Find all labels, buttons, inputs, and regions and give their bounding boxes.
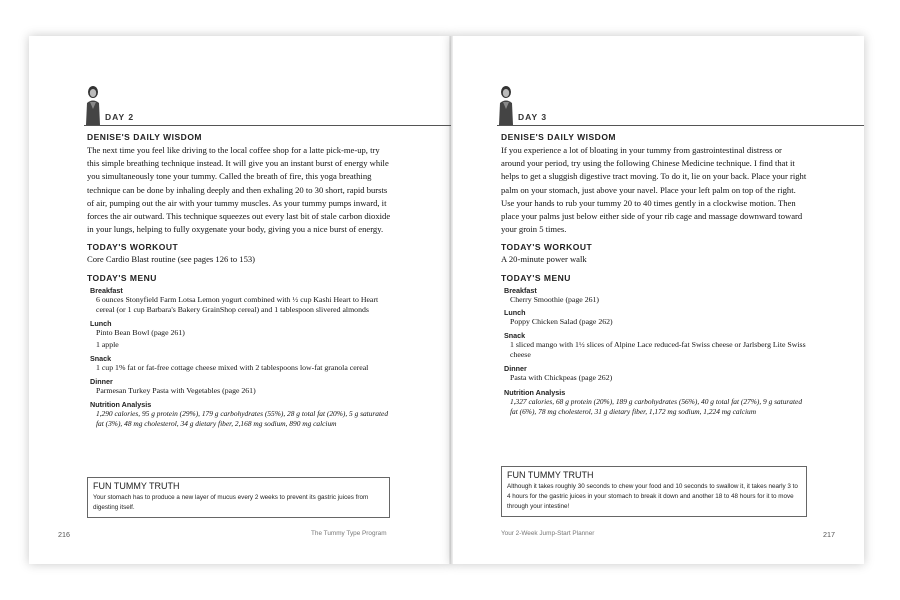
truth-text: Your stomach has to produce a new layer of mucus every 2 weeks to prevent its gastric juices from digesting itself.	[93, 494, 369, 511]
fun-tummy-truth-box	[501, 466, 807, 517]
page-number: 216	[58, 530, 70, 539]
day-3-header	[497, 80, 864, 126]
header-rule	[497, 125, 864, 126]
nutrition-label: Nutrition Analysis	[504, 387, 566, 397]
nutrition-label: Nutrition Analysis	[90, 400, 152, 410]
header-rule	[84, 125, 451, 126]
page-number: 217	[823, 530, 835, 539]
day-label: DAY 3	[518, 112, 548, 122]
breakfast-text: Cherry Smoothie (page 261)	[510, 294, 599, 304]
snack-text: 1 sliced mango with 1½ slices of Alpine Lace reduced-fat Swiss cheese or Jarlsberg Lite Swiss cheese	[510, 339, 806, 360]
right-content	[501, 132, 807, 417]
day-2-header	[84, 80, 451, 126]
dinner-text: Parmesan Turkey Pasta with Vegetables (page 261)	[96, 385, 256, 395]
truth-title: FUN TUMMY TRUTH	[507, 470, 594, 480]
snack-text: 1 cup 1% fat or fat-free cottage cheese mixed with 2 tablespoons low-fat granola cereal	[96, 363, 369, 372]
wisdom-heading: DENISE'S DAILY WISDOM	[87, 132, 203, 142]
running-title: Your 2-Week Jump-Start Planner	[501, 530, 595, 537]
breakfast-label: Breakfast	[90, 285, 123, 295]
wisdom-heading: DENISE'S DAILY WISDOM	[501, 132, 617, 142]
dinner-label: Dinner	[90, 376, 113, 386]
truth-text: Although it takes roughly 30 seconds to chew your food and 10 seconds to swallow it, it takes nearly 3 to 4 hours for the gastric juices in your stomach to break it down and another 18 to 48 hours for it to move through your intestine!	[507, 483, 798, 510]
fun-tummy-truth-box	[87, 477, 390, 518]
nutrition-text: 1,327 calories, 68 g protein (20%), 189 g carbohydrates (56%), 40 g total fat (27%), 9 g saturated fat (6%), 78 mg cholesterol, 31 g dietary fiber, 1,172 mg sodium, 1,224 mg calcium	[510, 396, 803, 416]
dinner-text: Pasta with Chickpeas (page 262)	[510, 373, 613, 382]
breakfast-text: 6 ounces Stonyfield Farm Lotsa Lemon yogurt combined with ½ cup Kashi Heart to Heart cereal (or 1 cup Barbara's Bakery GrainShop cereal) and 1 tablespoon slivered almonds	[96, 294, 379, 315]
menu-heading: TODAY'S MENU	[501, 272, 571, 283]
snack-label: Snack	[90, 354, 112, 363]
wisdom-text: If you experience a lot of bloating in your tummy from gastrointestinal distress or around your period, try using the following Chinese Medicine technique. I find that it helps to get a sluggish digestive tract moving. To do it, lie on your back. Place your right palm on your stomach, just above your navel. Place your left palm on top of the right. Use your hands to rub your tummy 20 to 40 times gently in a clockwise motion. Then place your palms just below either side of your rib cage and massage downward toward your groin 5 times.	[501, 145, 807, 235]
lunch-label: Lunch	[504, 308, 526, 318]
snack-label: Snack	[504, 330, 526, 340]
workout-text: Core Cardio Blast routine (see pages 126 to 153)	[87, 254, 256, 265]
day-label: DAY 2	[105, 112, 135, 122]
running-title: The Tummy Type Program	[311, 530, 387, 537]
wisdom-text: The next time you feel like driving to the local coffee shop for a latte pick-me-up, try this simple breathing technique instead. It will give you an instant burst of energy while you simultaneously tone your tummy. Called the breath of fire, this yoga breathing technique can be done by inhaling deeply and then exhaling 20 to 30 short, rapid bursts of air, pumping out the air with your tummy muscles. As your tummy pumps inward, it forces the air outward. This technique squeezes out every last bit of stale carbon dioxide in your lungs, helping to fully oxygenate your body, giving you a nice burst of energy.	[87, 145, 391, 235]
nutrition-text: 1,290 calories, 95 g protein (29%), 179 g carbohydrates (55%), 28 g total fat (20%), 5 g saturated fat (3%), 48 mg cholesterol, 34 g dietary fiber, 2,168 mg sodium, 890 mg calcium	[96, 409, 389, 429]
left-content	[87, 132, 393, 430]
menu-heading: TODAY'S MENU	[87, 272, 157, 283]
lunch-text: Pinto Bean Bowl (page 261)	[96, 327, 185, 337]
workout-heading: TODAY'S WORKOUT	[501, 242, 593, 253]
author-portrait-icon	[497, 85, 515, 125]
author-portrait-icon	[84, 85, 102, 125]
dinner-label: Dinner	[504, 364, 527, 373]
truth-title: FUN TUMMY TRUTH	[93, 481, 180, 491]
workout-heading: TODAY'S WORKOUT	[87, 242, 179, 253]
lunch-label: Lunch	[90, 318, 112, 328]
workout-text: A 20-minute power walk	[501, 254, 587, 265]
breakfast-label: Breakfast	[504, 285, 537, 295]
lunch-text-2: 1 apple	[96, 340, 119, 350]
lunch-text: Poppy Chicken Salad (page 262)	[510, 317, 613, 327]
